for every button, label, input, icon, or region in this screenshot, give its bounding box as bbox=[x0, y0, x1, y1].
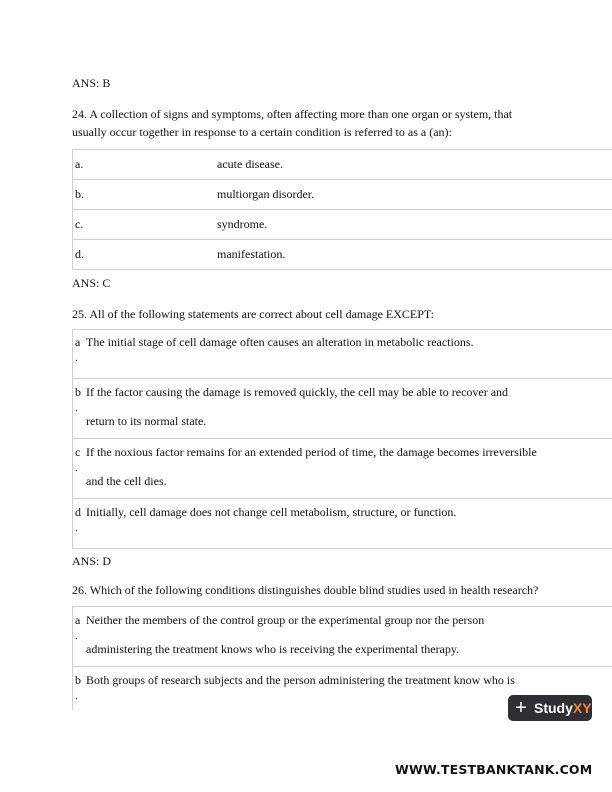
q24-stem-line1: 24. A collection of signs and symptoms, often affecting more than one organ or system, that bbox=[72, 107, 513, 121]
q24-option-b-letter: b. bbox=[75, 187, 84, 201]
q25-option-d-dot: . bbox=[75, 522, 78, 534]
q25-option-c-dot: . bbox=[75, 462, 78, 474]
footer-site: WWW.TESTBANKTANK.COM bbox=[395, 762, 593, 777]
q26-option-b-dot: . bbox=[75, 690, 78, 702]
q24-option-c-letter: c. bbox=[75, 217, 84, 231]
badge-text: Study bbox=[534, 700, 573, 716]
q25-stem: 25. All of the following statements are correct about cell damage EXCEPT: bbox=[72, 307, 434, 321]
q24-option-c-text: syndrome. bbox=[217, 217, 268, 231]
q24-stem-line2: usually occur together in response to a certain condition is referred to as a (an): bbox=[72, 125, 452, 139]
badge-accent: XY bbox=[572, 700, 592, 716]
q25-option-d-line1: Initially, cell damage does not change cell metabolism, structure, or function. bbox=[86, 505, 457, 519]
q25-option-a-dot: . bbox=[75, 352, 78, 364]
q26-option-a-line1: Neither the members of the control group or the experimental group nor the person bbox=[86, 613, 485, 627]
q25-option-b-letter: b bbox=[75, 385, 81, 399]
q25-option-c-line1: If the noxious factor remains for an extended period of time, the damage becomes irreversible bbox=[86, 445, 537, 459]
q25-option-c-letter: c bbox=[75, 445, 81, 459]
q24-option-a-letter: a. bbox=[75, 157, 84, 171]
q25-option-b-line1: If the factor causing the damage is removed quickly, the cell may be able to recover and bbox=[86, 385, 509, 399]
answer-q25: ANS: D bbox=[72, 554, 112, 568]
answer-q23: ANS: B bbox=[72, 76, 111, 90]
q25-option-a-line1: The initial stage of cell damage often causes an alteration in metabolic reactions. bbox=[86, 335, 474, 349]
q25-option-b-line2: return to its normal state. bbox=[86, 414, 207, 428]
q24-option-a-text: acute disease. bbox=[217, 157, 283, 171]
q26-option-b-letter: b bbox=[75, 673, 81, 687]
q26-option-a-line2: administering the treatment knows who is receiving the experimental therapy. bbox=[86, 642, 460, 656]
plus-icon: + bbox=[515, 697, 527, 719]
q26-option-a-letter: a bbox=[75, 613, 81, 627]
q25-option-a-letter: a bbox=[75, 335, 81, 349]
q26-stem: 26. Which of the following conditions distinguishes double blind studies used in health research? bbox=[72, 583, 539, 597]
studyxy-badge[interactable] bbox=[508, 695, 592, 721]
q25-option-c-line2: and the cell dies. bbox=[86, 474, 167, 488]
q24-option-d-text: manifestation. bbox=[217, 247, 286, 261]
q26-option-a-dot: . bbox=[75, 630, 78, 642]
q25-option-d-letter: d bbox=[75, 505, 81, 519]
q24-option-d-letter: d. bbox=[75, 247, 84, 261]
q24-option-b-text: multiorgan disorder. bbox=[217, 187, 315, 201]
q25-option-b-dot: . bbox=[75, 402, 78, 414]
answer-q24: ANS: C bbox=[72, 276, 111, 290]
q26-option-b-line1: Both groups of research subjects and the person administering the treatment know who is bbox=[86, 673, 515, 687]
